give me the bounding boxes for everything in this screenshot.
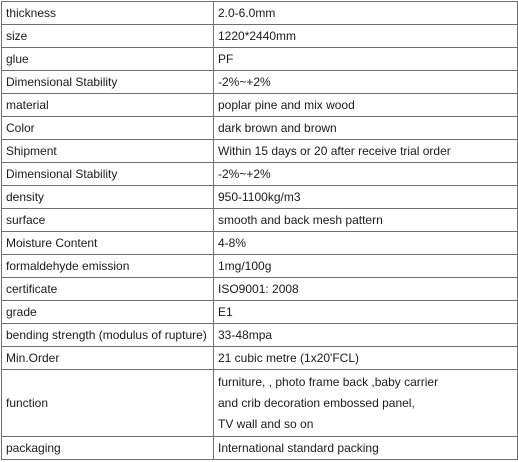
row-value: ISO9001: 2008 — [214, 278, 518, 301]
row-label: bending strength (modulus of rupture) — [2, 324, 214, 347]
table-row — [2, 347, 518, 370]
row-value: International standard packing — [214, 437, 518, 460]
row-label: formaldehyde emission — [2, 255, 214, 278]
row-label: Moisture Content — [2, 232, 214, 255]
table-row — [2, 94, 518, 117]
row-label: surface — [2, 209, 214, 232]
table-row — [2, 301, 518, 324]
row-value: E1 — [214, 301, 518, 324]
row-value: poplar pine and mix wood — [214, 94, 518, 117]
table-row-function — [2, 370, 518, 437]
row-label: Dimensional Stability — [2, 163, 214, 186]
row-value: 33-48mpa — [214, 324, 518, 347]
row-label: size — [2, 25, 214, 48]
table-row — [2, 209, 518, 232]
row-label: Min.Order — [2, 347, 214, 370]
table-row — [2, 324, 518, 347]
row-label: certificate — [2, 278, 214, 301]
row-value: -2%~+2% — [214, 71, 518, 94]
table-row — [2, 117, 518, 140]
table-row — [2, 163, 518, 186]
row-value: 1220*2440mm — [214, 25, 518, 48]
row-value: 4-8% — [214, 232, 518, 255]
row-label: Color — [2, 117, 214, 140]
function-line: TV wall and so on — [218, 416, 314, 431]
table-row — [2, 232, 518, 255]
spec-table — [1, 1, 518, 460]
row-label: glue — [2, 48, 214, 71]
row-value: PF — [214, 48, 518, 71]
table-row-packaging — [2, 437, 518, 460]
row-label: Dimensional Stability — [2, 71, 214, 94]
table-row — [2, 186, 518, 209]
row-value: smooth and back mesh pattern — [214, 209, 518, 232]
table-row — [2, 2, 518, 25]
table-row — [2, 140, 518, 163]
table-row — [2, 48, 518, 71]
table-row — [2, 278, 518, 301]
row-label: thickness — [2, 2, 214, 25]
row-value: 1mg/100g — [214, 255, 518, 278]
row-value: 2.0-6.0mm — [214, 2, 518, 25]
function-line: and crib decoration embossed panel, — [218, 395, 415, 410]
row-label: material — [2, 94, 214, 117]
table-row — [2, 255, 518, 278]
function-line: furniture, , photo frame back ,baby carrier — [218, 374, 439, 389]
row-label: function — [2, 370, 214, 437]
row-value: 21 cubic metre (1x20'FCL) — [214, 347, 518, 370]
row-value: Within 15 days or 20 after receive trial order — [214, 140, 518, 163]
row-value-multiline — [214, 370, 518, 437]
row-label: density — [2, 186, 214, 209]
table-row — [2, 71, 518, 94]
row-label: packaging — [2, 437, 214, 460]
row-label: Shipment — [2, 140, 214, 163]
row-value: dark brown and brown — [214, 117, 518, 140]
table-row — [2, 25, 518, 48]
row-value: -2%~+2% — [214, 163, 518, 186]
row-value: 950-1100kg/m3 — [214, 186, 518, 209]
row-label: grade — [2, 301, 214, 324]
